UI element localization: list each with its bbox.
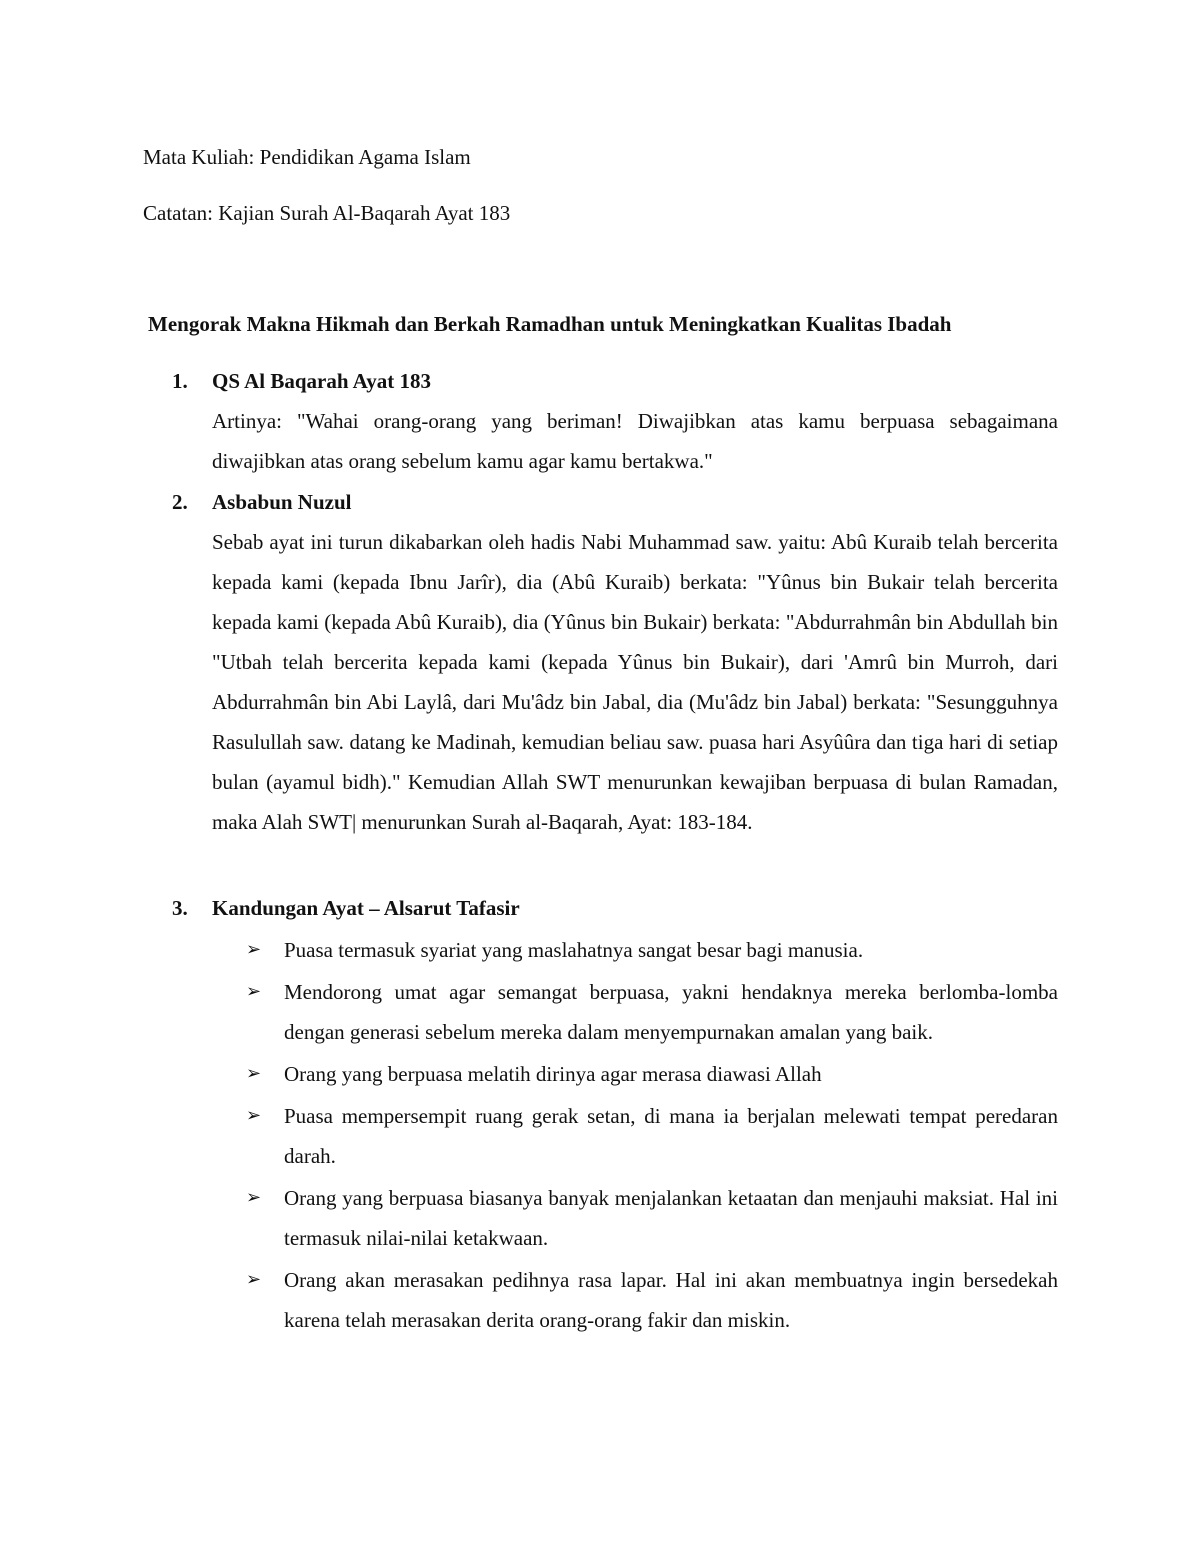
list-item-text: Puasa mempersempit ruang gerak setan, di mana ia berjalan melewati tempat peredaran darah. (284, 1104, 1058, 1168)
section-heading-text: Kandungan Ayat – Alsarut Tafasir (212, 896, 520, 920)
list-item (212, 1260, 1058, 1340)
section-heading (172, 367, 1062, 395)
arrowhead-bullet-icon: ➢ (246, 1269, 262, 1290)
section-heading (172, 894, 1062, 922)
list-item (212, 1178, 1058, 1258)
section-heading-text: QS Al Baqarah Ayat 183 (212, 369, 431, 393)
list-item (212, 972, 1058, 1052)
bullet-list (172, 930, 1062, 1340)
arrowhead-bullet-icon: ➢ (246, 981, 262, 1002)
section-1 (172, 367, 1062, 481)
list-item (212, 1096, 1058, 1176)
section-number: 3. (172, 896, 188, 920)
section-2 (172, 488, 1062, 842)
list-item-text: Mendorong umat agar semangat berpuasa, yakni hendaknya mereka berlomba-lomba dengan generasi sebelum mereka dalam menyempurnakan amalan yang baik. (284, 980, 1058, 1044)
list-item (212, 930, 1058, 970)
note-line: Catatan: Kajian Surah Al-Baqarah Ayat 183 (143, 201, 511, 225)
arrowhead-bullet-icon: ➢ (246, 1063, 262, 1084)
section-3 (172, 894, 1062, 1342)
section-body: Artinya: "Wahai orang-orang yang beriman! Diwajibkan atas kamu berpuasa sebagaimana diwajibkan atas orang sebelum kamu agar kamu bertakwa." (212, 409, 1058, 473)
arrowhead-bullet-icon: ➢ (246, 1187, 262, 1208)
list-item-text: Orang akan merasakan pedihnya rasa lapar. Hal ini akan membuatnya ingin bersedekah karena telah merasakan derita orang-orang fakir dan miskin. (284, 1268, 1058, 1332)
section-number: 2. (172, 490, 188, 514)
list-item (212, 1054, 1058, 1094)
course-line: Mata Kuliah: Pendidikan Agama Islam (143, 145, 471, 169)
list-item-text: Orang yang berpuasa melatih dirinya agar merasa diawasi Allah (284, 1062, 822, 1086)
section-heading-text: Asbabun Nuzul (212, 490, 352, 514)
document-title: Mengorak Makna Hikmah dan Berkah Ramadhan untuk Meningkatkan Kualitas Ibadah (148, 312, 952, 336)
arrowhead-bullet-icon: ➢ (246, 1105, 262, 1126)
section-number: 1. (172, 369, 188, 393)
list-item-text: Orang yang berpuasa biasanya banyak menjalankan ketaatan dan menjauhi maksiat. Hal ini termasuk nilai-nilai ketakwaan. (284, 1186, 1058, 1250)
section-body: Sebab ayat ini turun dikabarkan oleh hadis Nabi Muhammad saw. yaitu: Abû Kuraib telah bercerita kepada kami (kepada Ibnu Jarîr), dia (Abû Kuraib) berkata: "Yûnus bin Bukair telah bercerita kepada kami (kepada Abû Kuraib), dia (Yûnus bin Bukair) berkata: "Abdurrahmân bin Abdullah bin "Utbah telah bercerita kepada kami (kepada Yûnus bin Bukair), dari 'Amrû bin Murroh, dari Abdurrahmân bin Abi Laylâ, dari Mu'âdz bin Jabal, dia (Mu'âdz bin Jabal) berkata: "Sesungguhnya Rasulullah saw. datang ke Madinah, kemudian beliau saw. puasa hari Asyûûra dan tiga hari di setiap bulan (ayamul bidh)." Kemudian Allah SWT menurunkan kewajiban berpuasa di bulan Ramadan, maka Alah SWT| menurunkan Surah al-Baqarah, Ayat: 183-184. (212, 530, 1058, 834)
section-heading (172, 488, 1062, 516)
list-item-text: Puasa termasuk syariat yang maslahatnya sangat besar bagi manusia. (284, 938, 864, 962)
arrowhead-bullet-icon: ➢ (246, 939, 262, 960)
